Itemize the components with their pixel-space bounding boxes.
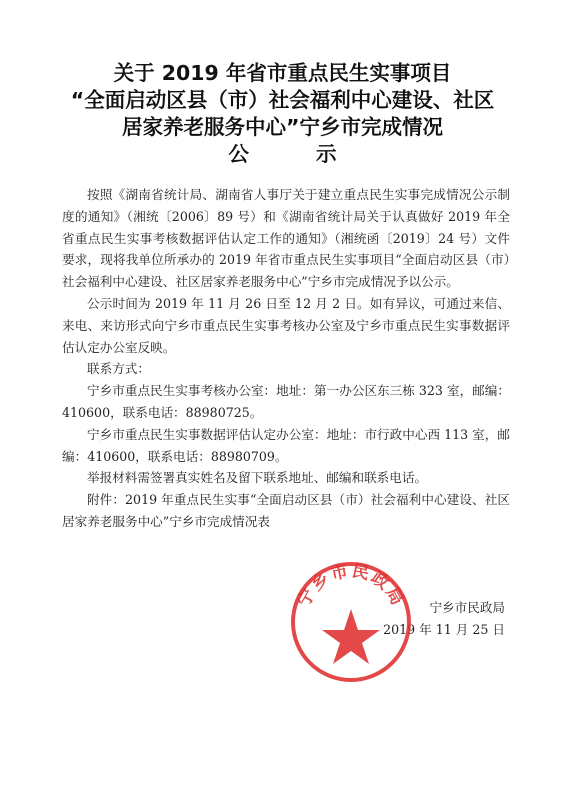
contact-label: 联系方式： bbox=[87, 361, 150, 377]
seal-star-icon bbox=[322, 609, 380, 664]
signature-date: 2019 年 11 月 25 日 bbox=[383, 622, 505, 637]
paragraph-basis: 按照《湖南省统计局、湖南省人事厅关于建立重点民生实事完成情况公示制度的通知》（湘统〔2006〕89 号）和《湖南省统计局关于认真做好 2019 年全省重点民生实事考核数据评估认定工作的通知》（湘统函〔2019〕24 号）文件要求，现将我单位所承办的 2019 年省市重点民生实事项目“全面启动区县（市）社会福利中心建设、社区居家养老服务中心”宁乡市完成情况予以公示。 bbox=[62, 187, 510, 290]
contact-office-2: 宁乡市重点民生实事数据评估认定办公室：地址：市行政中心西 113 室，邮编：410600，联系电话：88980709。 bbox=[62, 426, 510, 464]
document-title bbox=[40, 60, 525, 168]
official-seal-stamp bbox=[286, 557, 416, 687]
svg-text:宁乡市民政局 bbox=[293, 560, 408, 610]
attachment-note: 附件：2019 年重点民生实事“全面启动区县（市）社会福利中心建设、社区居家养老服务中心”宁乡市完成情况表 bbox=[62, 492, 510, 529]
document-body bbox=[62, 184, 510, 533]
report-note: 举报材料需签署真实姓名及留下联系地址、邮编和联系电话。 bbox=[87, 470, 428, 486]
title-line-3: 居家养老服务中心”宁乡市完成情况 bbox=[122, 115, 443, 139]
signature-org: 宁乡市民政局 bbox=[429, 600, 505, 615]
contact-office-1: 宁乡市重点民生实事考核办公室：地址：第一办公区东三栋 323 室，邮编：410600，联系电话：88980725。 bbox=[62, 383, 510, 420]
paragraph-notice-period: 公示时间为 2019 年 11 月 26 日至 12 月 2 日。如有异议，可通过来信、来电、来访形式向宁乡市重点民生实事考核办公室及宁乡市重点民生实事数据评估认定办公室反映。 bbox=[62, 295, 510, 355]
title-line-1: 关于 2019 年省市重点民生实事项目 bbox=[113, 61, 452, 85]
title-line-2: “全面启动区县（市）社会福利中心建设、社区 bbox=[70, 88, 495, 112]
seal-text: 宁乡市民政局 bbox=[294, 561, 408, 611]
title-notice: 公 示 bbox=[228, 142, 367, 166]
